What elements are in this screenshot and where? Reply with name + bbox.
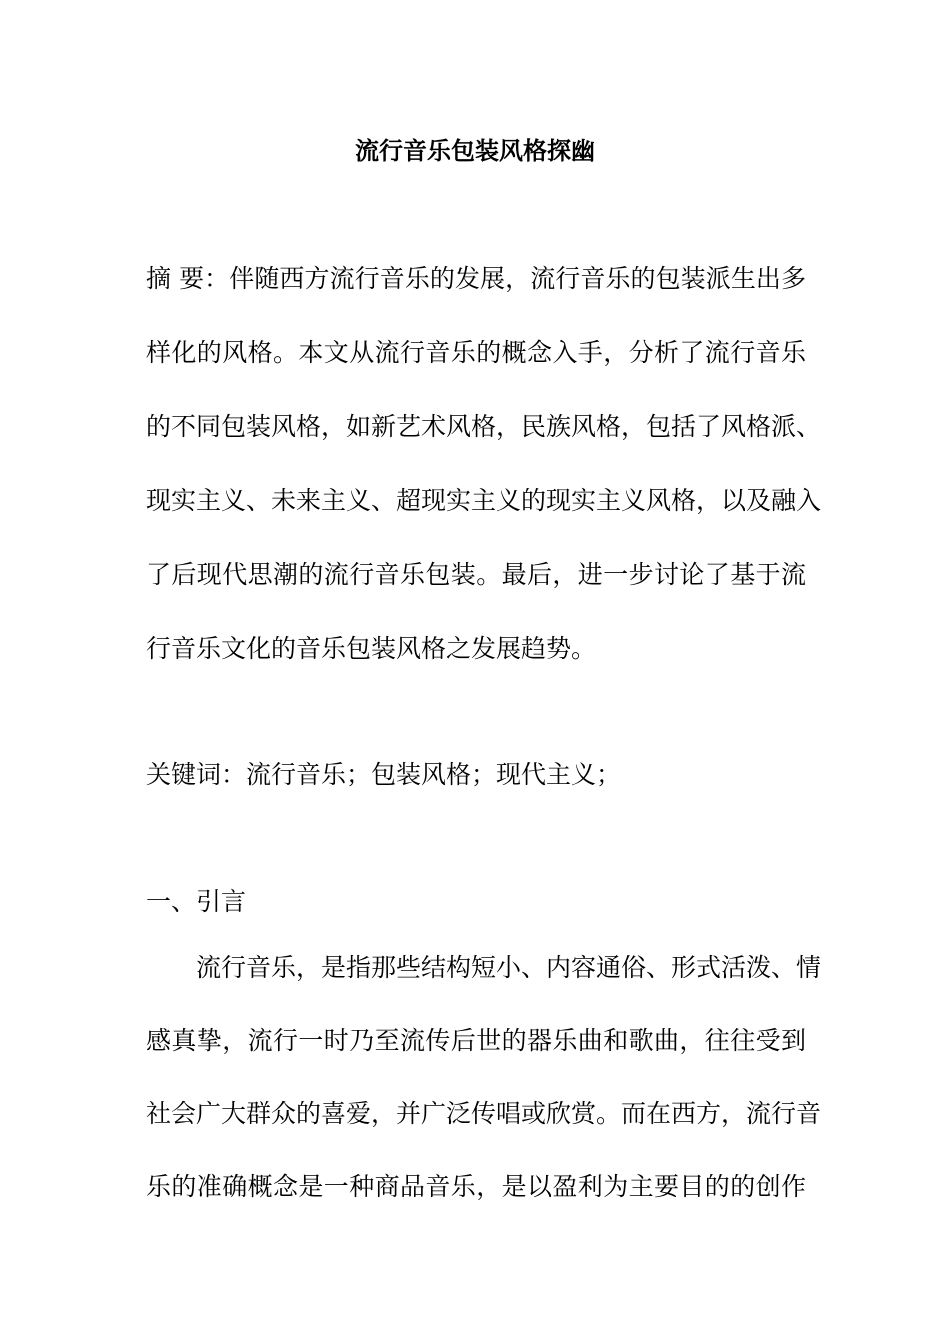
abstract-line-3: 的不同包装风格，如新艺术风格，民族风格，包括了风格派、 (146, 412, 822, 441)
abstract-line-1: 摘 要：伴随西方流行音乐的发展，流行音乐的包装派生出多 (146, 264, 806, 293)
body-line-1: 流行音乐，是指那些结构短小、内容通俗、形式活泼、情 (196, 953, 822, 982)
body-line-2: 感真挚，流行一时乃至流传后世的器乐曲和歌曲，往往受到 (146, 1026, 806, 1055)
abstract-line-6: 行音乐文化的音乐包装风格之发展趋势。 (146, 634, 597, 663)
body-line-3: 社会广大群众的喜爱，并广泛传唱或欣赏。而在西方，流行音 (146, 1099, 822, 1128)
keywords-line: 关键词：流行音乐；包装风格；现代主义； (146, 760, 622, 789)
section-heading: 一、引言 (146, 887, 247, 916)
paper-title: 流行音乐包装风格探幽 (355, 136, 595, 165)
abstract-line-2: 样化的风格。本文从流行音乐的概念入手，分析了流行音乐 (146, 338, 806, 367)
abstract-line-4: 现实主义、未来主义、超现实主义的现实主义风格，以及融入 (146, 486, 822, 515)
abstract-line-5: 了后现代思潮的流行音乐包装。最后，进一步讨论了基于流 (146, 560, 806, 589)
body-line-4: 乐的准确概念是一种商品音乐，是以盈利为主要目的的创作 (146, 1172, 806, 1201)
